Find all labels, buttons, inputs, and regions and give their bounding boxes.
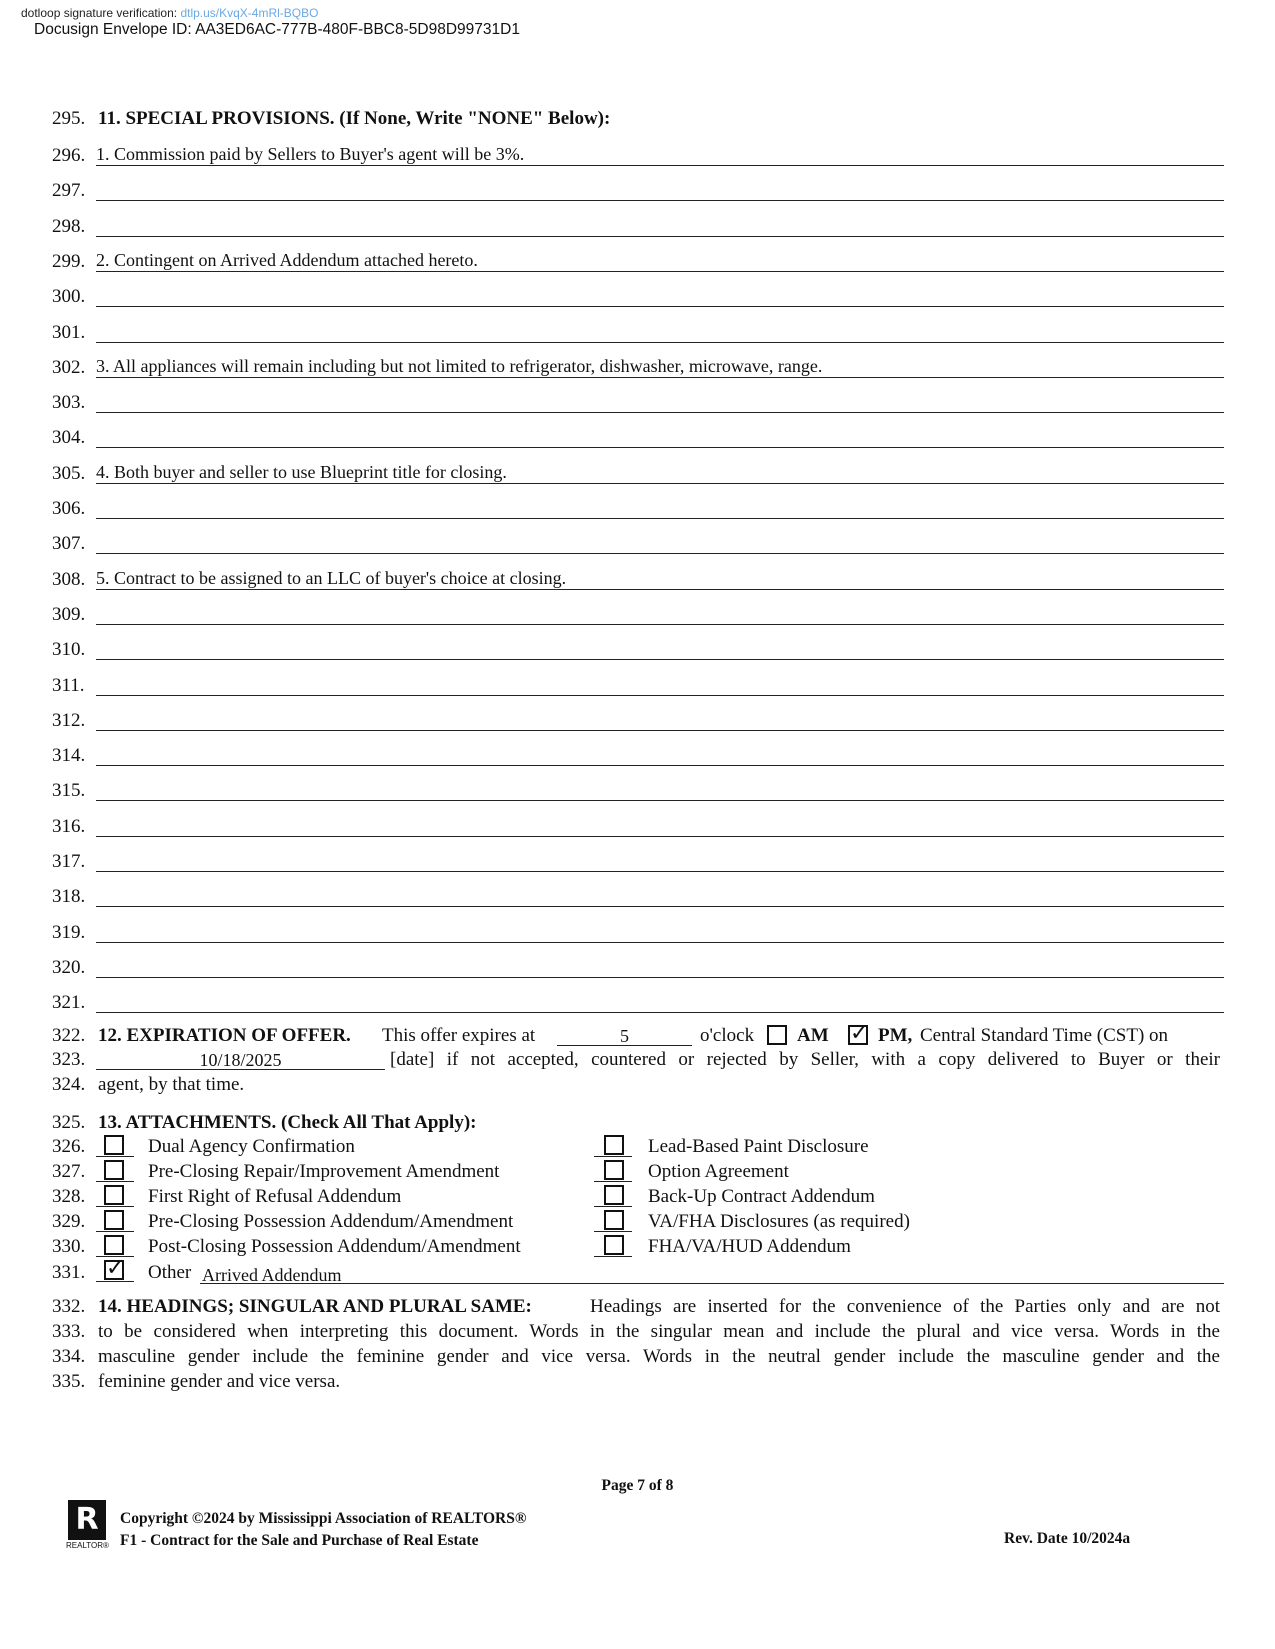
section-14-text-4: feminine gender and vice versa. [98, 1371, 341, 1392]
line-number: 307. [52, 533, 86, 554]
line-number: 325. [52, 1112, 86, 1133]
provision-line-rule [96, 942, 1224, 943]
line-number: 295. [52, 108, 86, 129]
line-number: 300. [52, 286, 86, 307]
line-number: 310. [52, 639, 86, 660]
line-number: 314. [52, 745, 86, 766]
attachment-checkbox-right-0[interactable] [604, 1135, 624, 1155]
provision-line-rule [96, 483, 1224, 484]
attachment-checkbox-2[interactable] [104, 1185, 124, 1205]
provision-line-rule [96, 200, 1224, 201]
line-number: 330. [52, 1236, 86, 1257]
provision-line-rule [96, 906, 1224, 907]
line-number: 308. [52, 569, 86, 590]
other-attachment-field[interactable]: Arrived Addendum [202, 1265, 342, 1285]
line-number: 304. [52, 427, 86, 448]
checkbox-underline [96, 1156, 134, 1157]
section-14-text-3: masculine gender include the feminine gender and vice versa. Words in the neutral gender include the masculine gender and the [98, 1346, 1220, 1367]
line-number: 303. [52, 392, 86, 413]
provision-line-field[interactable]: 3. All appliances will remain including but not limited to refrigerator, dishwasher, microwave, range. [96, 356, 823, 376]
expiration-text: This offer expires at [382, 1025, 536, 1046]
checkbox-underline [96, 1231, 134, 1232]
provision-line-field[interactable]: 1. Commission paid by Sellers to Buyer's agent will be 3%. [96, 144, 525, 164]
provision-line-rule [96, 624, 1224, 625]
provision-line-rule [96, 589, 1224, 590]
line-number: 305. [52, 463, 86, 484]
line-number: 297. [52, 180, 86, 201]
attachment-label: Pre-Closing Possession Addendum/Amendment [148, 1211, 514, 1232]
attachment-label: FHA/VA/HUD Addendum [648, 1236, 851, 1257]
hour-field[interactable]: 5 [620, 1026, 629, 1046]
oclock-text: o'clock [700, 1025, 755, 1046]
line-number: 316. [52, 816, 86, 837]
pm-checkbox[interactable] [848, 1021, 869, 1046]
other-field-line [200, 1283, 1224, 1284]
revision-date: Rev. Date 10/2024a [1004, 1530, 1131, 1547]
line-number: 302. [52, 357, 86, 378]
line-number: 331. [52, 1262, 86, 1283]
line-number: 309. [52, 604, 86, 625]
line-number: 296. [52, 145, 86, 166]
attachment-label: Option Agreement [648, 1161, 789, 1182]
attachment-label: Post-Closing Possession Addendum/Amendment [148, 1236, 521, 1257]
line-number: 335. [52, 1371, 86, 1392]
attachment-checkbox-0[interactable] [104, 1135, 124, 1155]
provision-line-rule [96, 836, 1224, 837]
provision-line-rule [96, 306, 1224, 307]
page-number: Page 7 of 8 [601, 1477, 674, 1494]
form-name: F1 - Contract for the Sale and Purchase of Real Estate [120, 1532, 479, 1549]
line-number: 317. [52, 851, 86, 872]
check-icon: ✓ [850, 1021, 869, 1046]
line-number: 321. [52, 992, 86, 1013]
provision-line-rule [96, 236, 1224, 237]
provision-line-rule [96, 1012, 1224, 1013]
checkbox-underline [594, 1256, 632, 1257]
provision-line-rule [96, 553, 1224, 554]
verification-label: dotloop signature verification: [21, 6, 178, 20]
attachment-checkbox-right-3[interactable] [604, 1210, 624, 1230]
attachment-checkbox-right-2[interactable] [604, 1185, 624, 1205]
provision-line-rule [96, 695, 1224, 696]
provision-line-rule [96, 271, 1224, 272]
provision-line-field[interactable]: 5. Contract to be assigned to an LLC of buyer's choice at closing. [96, 568, 567, 588]
provision-line-rule [96, 977, 1224, 978]
line-number: 329. [52, 1211, 86, 1232]
am-checkbox[interactable] [767, 1025, 787, 1045]
section-13-title: 13. ATTACHMENTS. (Check All That Apply): [98, 1112, 477, 1133]
line-number: 318. [52, 886, 86, 907]
attachment-label: First Right of Refusal Addendum [148, 1186, 402, 1207]
line-number: 312. [52, 710, 86, 731]
attachment-label: VA/FHA Disclosures (as required) [648, 1211, 910, 1232]
checkbox-underline [96, 1206, 134, 1207]
section-12-title: 12. EXPIRATION OF OFFER. [98, 1025, 351, 1046]
attachment-label: Pre-Closing Repair/Improvement Amendment [148, 1161, 500, 1182]
provision-line-rule [96, 377, 1224, 378]
line-number: 333. [52, 1321, 86, 1342]
expiration-text-end: agent, by that time. [98, 1074, 245, 1095]
line-number: 334. [52, 1346, 86, 1367]
provision-line-field[interactable]: 4. Both buyer and seller to use Blueprint title for closing. [96, 462, 507, 482]
signature-verification [21, 6, 318, 20]
checkbox-underline [594, 1156, 632, 1157]
line-number: 332. [52, 1296, 86, 1317]
provision-line-rule [96, 730, 1224, 731]
line-number: 306. [52, 498, 86, 519]
attachment-checkbox-1[interactable] [104, 1160, 124, 1180]
line-number: 328. [52, 1186, 86, 1207]
realtor-logo-caption: REALTOR® [66, 1541, 109, 1550]
attachment-label-other: Other [148, 1262, 192, 1283]
attachment-checkbox-right-1[interactable] [604, 1160, 624, 1180]
realtor-logo [68, 1500, 106, 1540]
provision-line-rule [96, 765, 1224, 766]
provision-line-rule [96, 659, 1224, 660]
line-number: 326. [52, 1136, 86, 1157]
checkbox-underline [594, 1206, 632, 1207]
line-number: 324. [52, 1074, 86, 1095]
provision-line-rule [96, 412, 1224, 413]
footer-copyright [120, 1508, 526, 1552]
line-number: 319. [52, 922, 86, 943]
provision-line-rule [96, 447, 1224, 448]
line-number: 298. [52, 216, 86, 237]
checkbox-underline [594, 1181, 632, 1182]
provision-line-rule [96, 871, 1224, 872]
line-number: 301. [52, 322, 86, 343]
line-number: 322. [52, 1025, 86, 1046]
section-14-text-2: to be considered when interpreting this document. Words in the singular mean and include the plural and vice versa. Words in the [98, 1321, 1220, 1342]
attachment-checkbox-4[interactable] [104, 1235, 124, 1255]
am-label: AM [797, 1025, 829, 1046]
check-icon: ✓ [106, 1256, 125, 1281]
attachment-checkbox-other[interactable] [104, 1256, 125, 1281]
line-number: 327. [52, 1161, 86, 1182]
section-14-title: 14. HEADINGS; SINGULAR AND PLURAL SAME: [98, 1296, 532, 1317]
verification-link[interactable]: dtlp.us/KvqX-4mRl-BQBO [180, 6, 319, 20]
realtor-logo-letter: R [75, 1502, 99, 1537]
provision-line-rule [96, 518, 1224, 519]
provision-line-rule [96, 800, 1224, 801]
line-number: 299. [52, 251, 86, 272]
expiration-text-continued: [date] if not accepted, countered or rejected by Seller, with a copy delivered to Buyer or their [390, 1049, 1220, 1070]
line-number: 323. [52, 1049, 86, 1070]
checkbox-underline [594, 1231, 632, 1232]
attachment-checkbox-3[interactable] [104, 1210, 124, 1230]
section-11-title: 11. SPECIAL PROVISIONS. (If None, Write "NONE" Below): [98, 108, 611, 129]
line-number: 320. [52, 957, 86, 978]
checkbox-underline [96, 1281, 134, 1282]
time-zone-text: Central Standard Time (CST) on [920, 1025, 1169, 1046]
provision-line-rule [96, 165, 1224, 166]
date-field[interactable]: 10/18/2025 [199, 1050, 282, 1070]
copyright-text: Copyright ©2024 by Mississippi Association of REALTORS® [120, 1510, 527, 1527]
attachment-label: Lead-Based Paint Disclosure [648, 1136, 869, 1157]
attachment-label: Back-Up Contract Addendum [648, 1186, 875, 1207]
checkbox-underline [96, 1181, 134, 1182]
attachment-checkbox-right-4[interactable] [604, 1235, 624, 1255]
provision-line-rule [96, 342, 1224, 343]
attachment-label: Dual Agency Confirmation [148, 1136, 355, 1157]
section-14-text-1: Headings are inserted for the convenience of the Parties only and are not [590, 1296, 1220, 1317]
line-number: 311. [52, 675, 85, 696]
provision-line-field[interactable]: 2. Contingent on Arrived Addendum attached hereto. [96, 250, 478, 270]
line-number: 315. [52, 780, 86, 801]
pm-label: PM, [878, 1025, 913, 1046]
envelope-id: Docusign Envelope ID: AA3ED6AC-777B-480F-BBC8-5D98D99731D1 [34, 21, 520, 38]
